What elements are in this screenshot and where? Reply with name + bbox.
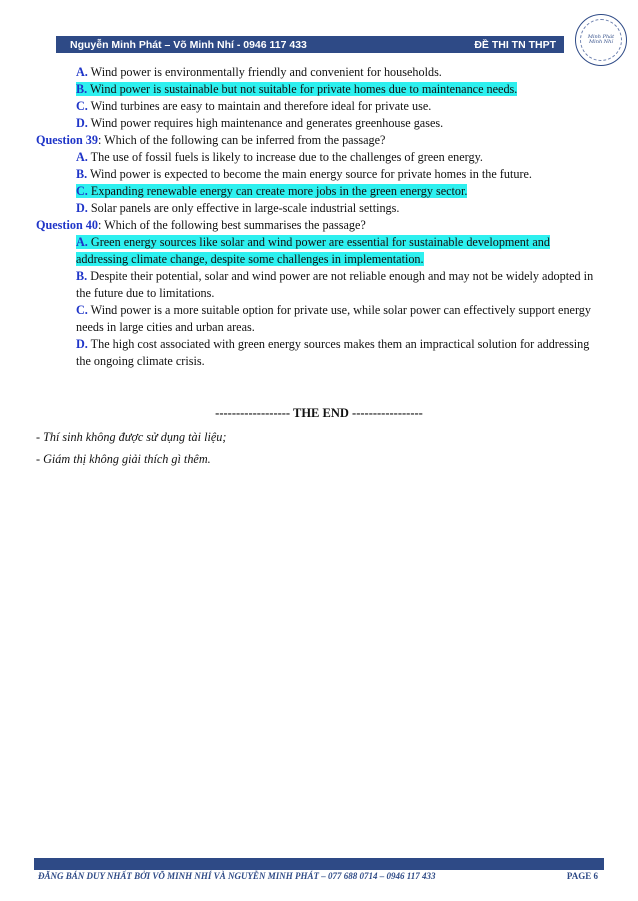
q40-option-b: B. Despite their potential, solar and wind power are not reliable enough and may not be widely adopted in the future due to limitations. [76, 269, 594, 300]
q38-option-c: C. Wind turbines are easy to maintain and therefore ideal for private use. [76, 99, 432, 113]
question-40: Question 40: Which of the following best summarises the passage? [36, 218, 366, 232]
q39-option-a: A. The use of fossil fuels is likely to increase due to the challenges of green energy. [76, 150, 483, 164]
q40-option-a: A. Green energy sources like solar and wind power are essential for sustainable development and addressing climate change, despite some challenges in implementation. [76, 235, 550, 266]
q40-option-c: C. Wind power is a more suitable option for private use, while solar power can effectively support energy needs in large cities and urban areas. [76, 303, 591, 334]
note-no-explanation: - Giám thị không giải thích gì thêm. [36, 452, 211, 466]
q39-option-b: B. Wind power is expected to become the main energy source for private homes in the future. [76, 167, 532, 181]
footer-credit: ĐĂNG BÁN DUY NHẤT BỞI VÕ MINH NHÍ VÀ NGUYỄN MINH PHÁT – 077 688 0714 – 0946 117 433 [38, 871, 436, 881]
q39-option-d: D. Solar panels are only effective in large-scale industrial settings. [76, 201, 400, 215]
note-no-documents: - Thí sinh không được sử dụng tài liệu; [36, 430, 227, 444]
q40-option-d: D. The high cost associated with green energy sources makes them an impractical solution for addressing the ongoing climate crisis. [76, 337, 590, 368]
question-39: Question 39: Which of the following can be inferred from the passage? [36, 133, 386, 147]
header-authors: Nguyễn Minh Phát – Võ Minh Nhí - 0946 117 433 [70, 38, 307, 51]
header-bar [56, 36, 564, 53]
logo-text: Minh Phát Minh Nhí [587, 33, 615, 45]
footer-bar [34, 858, 604, 870]
page-number: PAGE 6 [566, 871, 598, 881]
exam-content [36, 64, 596, 370]
brand-logo [575, 14, 627, 66]
q38-option-b: B. Wind power is sustainable but not suitable for private homes due to maintenance needs. [76, 82, 518, 96]
header-exam-title: ĐỀ THI TN THPT [474, 38, 556, 51]
the-end-marker: ------------------ THE END ----------------- [215, 406, 423, 420]
q39-option-c: C. Expanding renewable energy can create more jobs in the green energy sector. [76, 184, 468, 198]
q38-option-d: D. Wind power requires high maintenance and generates greenhouse gases. [76, 116, 444, 130]
q38-option-a: A. Wind power is environmentally friendly and convenient for households. [76, 65, 442, 79]
